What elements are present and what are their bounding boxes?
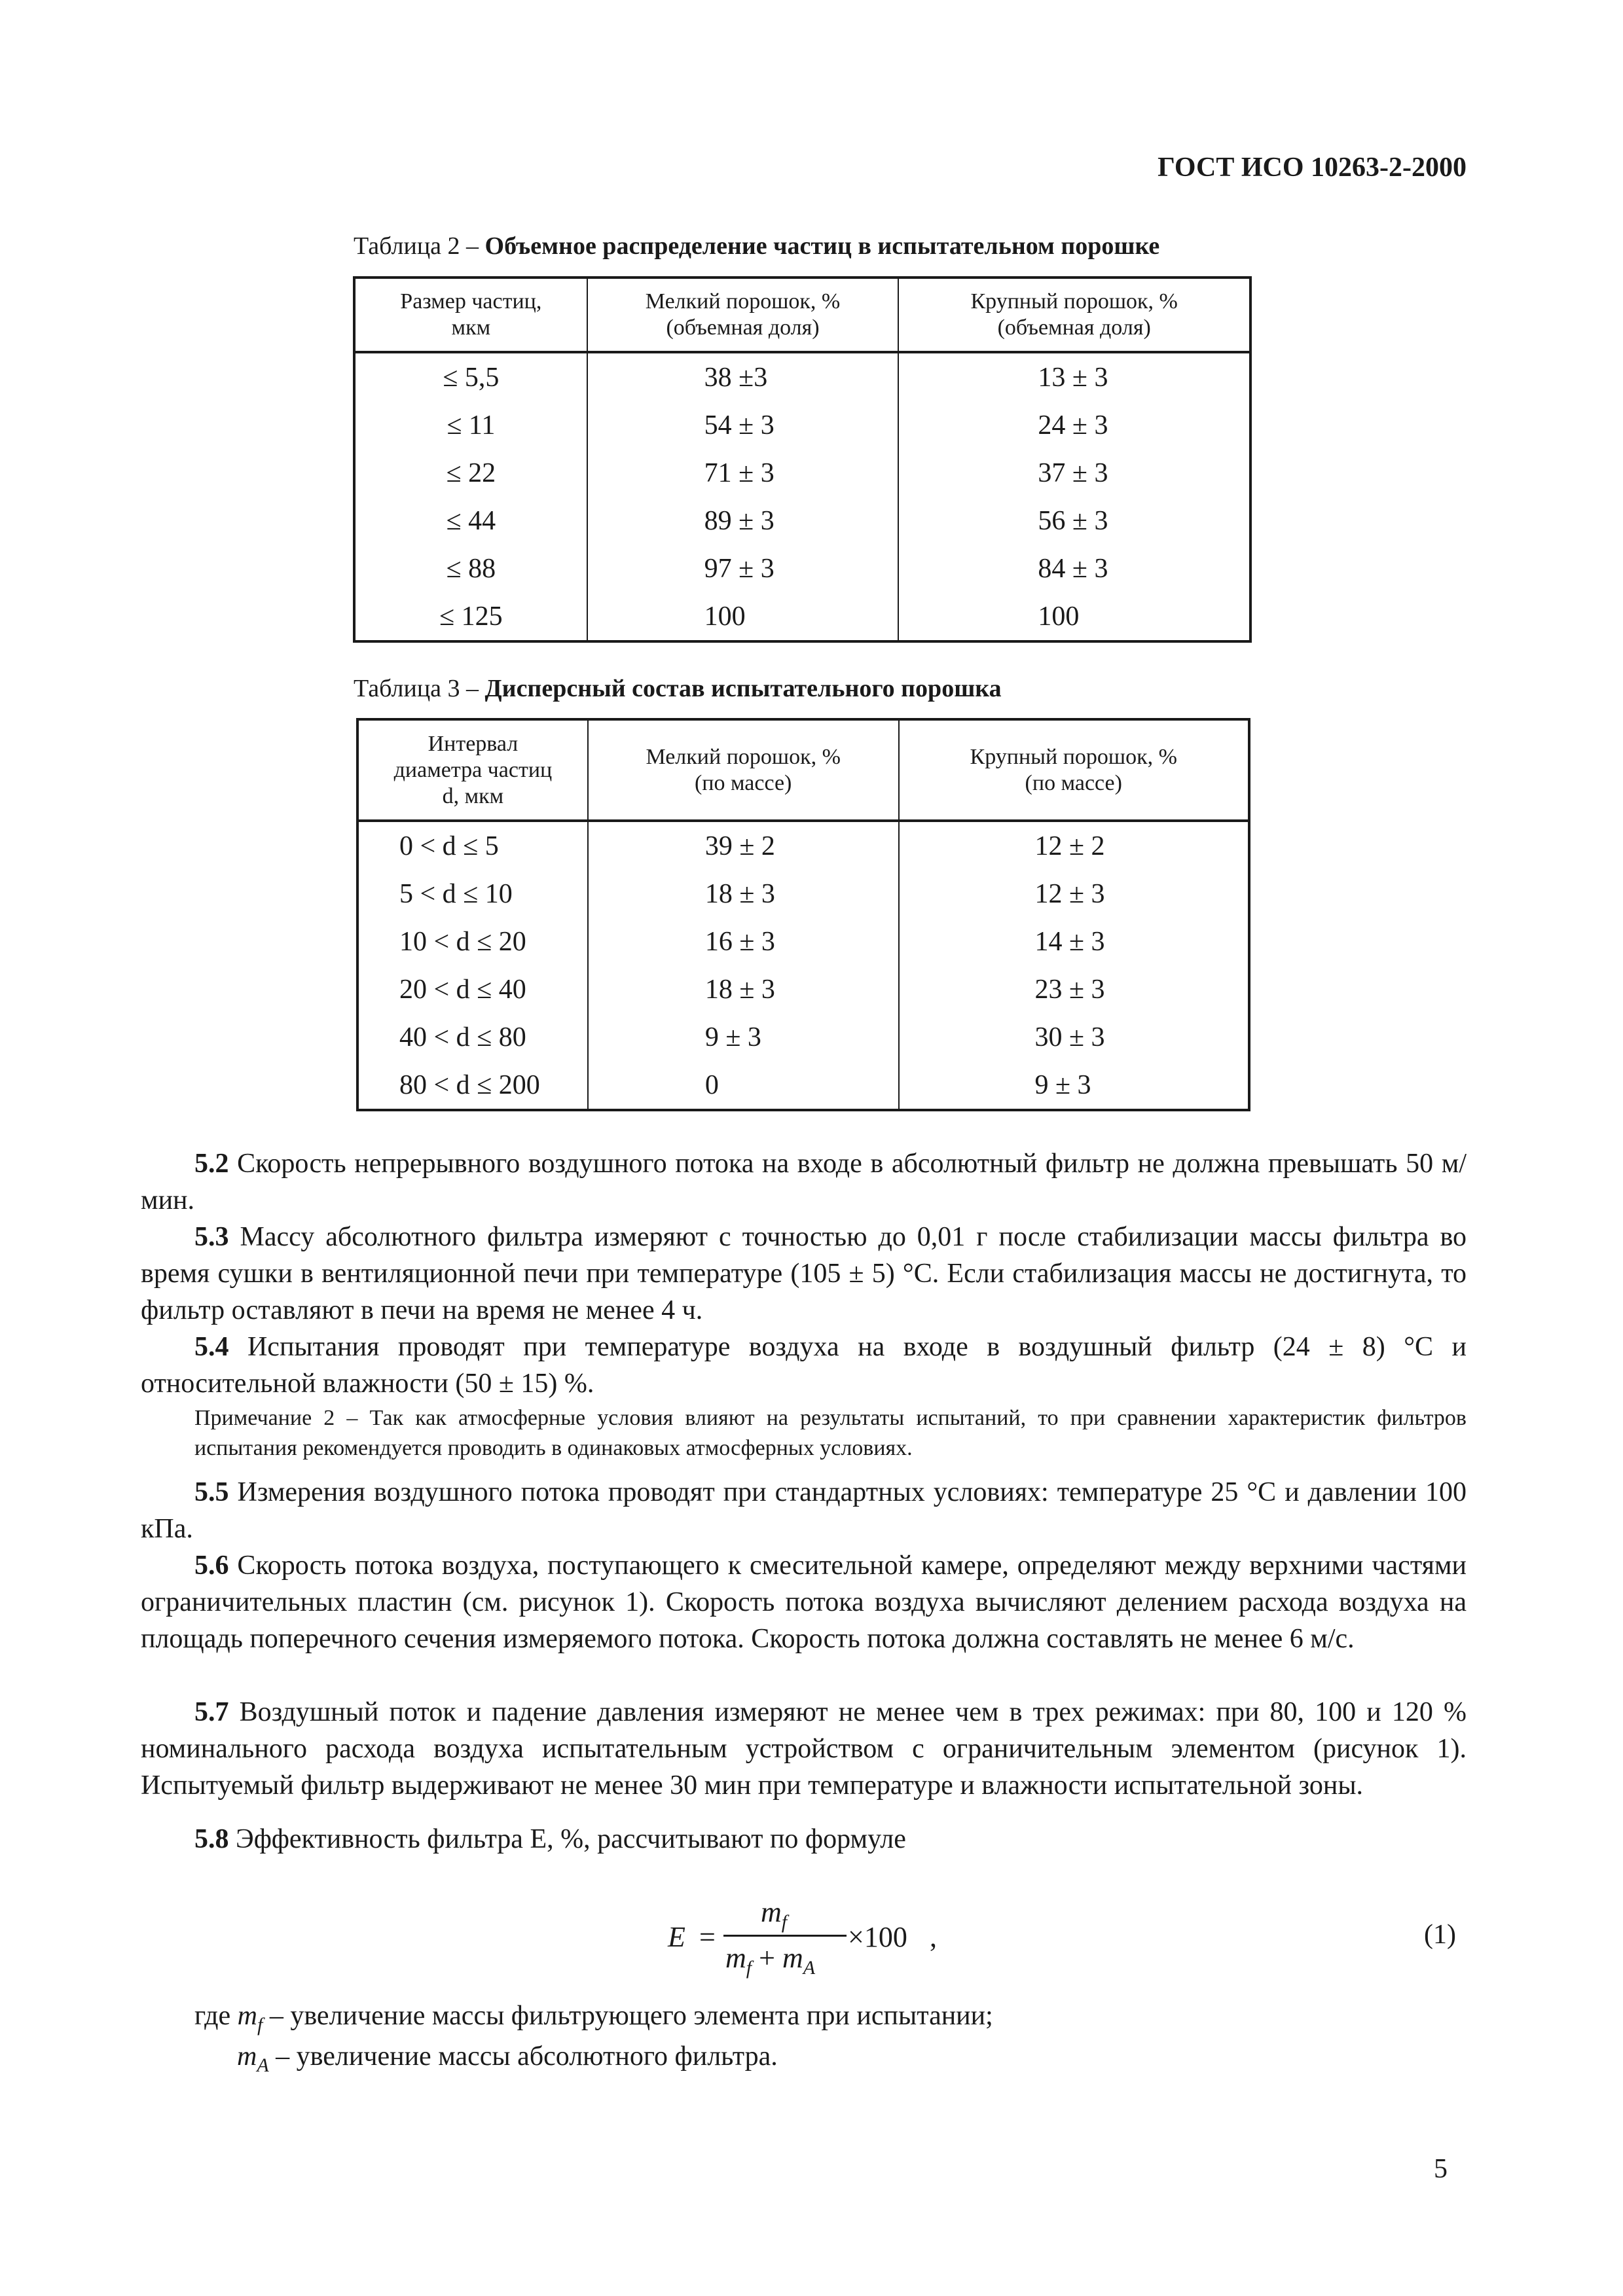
cell: ≤ 22: [354, 449, 587, 497]
clause-text: Скорость потока воздуха, поступающего к смесительной камере, определяют между верхними частями ограничительных пластин (см. рисунок 1). Скорость потока воздуха вычисляют делением расхода воздуха на площадь поперечного сечения измеряемого потока. Скорость потока должна составлять не менее 6 м/с.: [141, 1551, 1467, 1654]
paragraph-5-5: [141, 1474, 1467, 1547]
cell: 10 < d ≤ 20: [357, 918, 588, 965]
cell: 13 ± 3: [898, 352, 1250, 401]
variable: m: [725, 1942, 746, 1974]
cell: 18 ± 3: [588, 870, 899, 918]
table-row: [354, 401, 1250, 449]
paragraph-5-6: [141, 1547, 1467, 1657]
cell: 9 ± 3: [588, 1013, 899, 1061]
cell: 0: [588, 1061, 899, 1110]
table-row: [354, 352, 1250, 401]
paragraph-5-2: [141, 1145, 1467, 1219]
where-text: – увеличение массы фильтрующего элемента при испытании;: [263, 2001, 993, 2031]
cell: ≤ 44: [354, 497, 587, 545]
cell: 0 < d ≤ 5: [357, 821, 588, 870]
table-row: [357, 965, 1249, 1013]
where-line-2: [237, 2037, 778, 2085]
table2-header-coarse: [898, 278, 1250, 352]
cell: 89 ± 3: [587, 497, 899, 545]
table2-header-fine: [587, 278, 899, 352]
formula-equals: =: [699, 1921, 716, 1953]
formula-numerator: [761, 1895, 787, 1933]
variable: m: [761, 1896, 782, 1928]
clause-number: 5.3: [194, 1222, 229, 1252]
header-line: мкм: [451, 315, 491, 340]
table3-caption-prefix: Таблица 3 –: [354, 675, 485, 702]
cell: 84 ± 3: [898, 545, 1250, 592]
variable: m: [237, 2041, 257, 2072]
fraction-bar: [723, 1935, 847, 1937]
cell: 100: [898, 592, 1250, 641]
clause-number: 5.7: [194, 1697, 229, 1727]
variable: m: [782, 1942, 803, 1974]
cell: 18 ± 3: [588, 965, 899, 1013]
plus-sign: +: [759, 1942, 775, 1974]
where-text: – увеличение массы абсолютного фильтра.: [268, 2041, 778, 2072]
paragraph-5-4: [141, 1329, 1467, 1402]
cell: 56 ± 3: [898, 497, 1250, 545]
header-line: Размер частиц,: [400, 289, 542, 314]
header-line: (объемная доля): [666, 315, 820, 340]
header-line: Мелкий порошок, %: [645, 289, 841, 314]
cell: 30 ± 3: [899, 1013, 1250, 1061]
table2-header-size: [354, 278, 587, 352]
where-intro: где: [194, 2001, 238, 2031]
cell: ≤ 5,5: [354, 352, 587, 401]
table2-caption: [354, 232, 1159, 260]
cell: 97 ± 3: [587, 545, 899, 592]
variable: m: [237, 2001, 257, 2031]
table-row: [354, 592, 1250, 641]
paragraph-5-3: [141, 1219, 1467, 1329]
header-line: (по массе): [1025, 770, 1122, 795]
subscript: A: [257, 2054, 269, 2076]
formula-times-100: ×100: [848, 1921, 907, 1953]
cell: 39 ± 2: [588, 821, 899, 870]
table-row: [354, 545, 1250, 592]
table-row: [357, 870, 1249, 918]
cell: 14 ± 3: [899, 918, 1250, 965]
clause-text: Измерения воздушного потока проводят при стандартных условиях: температуре 25 °С и давлении 100 кПа.: [141, 1477, 1467, 1544]
clause-number: 5.4: [194, 1332, 229, 1362]
cell: ≤ 88: [354, 545, 587, 592]
paragraph-5-7: [141, 1694, 1467, 1804]
clause-text: Эффективность фильтра E, %, рассчитывают по формуле: [228, 1824, 906, 1854]
clause-number: 5.6: [194, 1551, 229, 1581]
clause-text: Воздушный поток и падение давления измеряют не менее чем в трех режимах: при 80, 100 и 120 % номинального расхода воздуха испытательным устройством с ограничительным элементом (рисунок 1). Испытуемый фильтр выдерживают не менее 30 мин при температуре и влажности испытательной зоны.: [141, 1697, 1467, 1801]
subscript: A: [803, 1957, 816, 1979]
cell: 20 < d ≤ 40: [357, 965, 588, 1013]
clause-number: 5.5: [194, 1477, 229, 1507]
header-line: d, мкм: [442, 783, 504, 808]
paragraph-5-8: [141, 1821, 1467, 1857]
table-row: [357, 918, 1249, 965]
table3: [356, 718, 1250, 1111]
cell: 71 ± 3: [587, 449, 899, 497]
note-2: Примечание 2 – Так как атмосферные условия влияют на результаты испытаний, то при сравнении характеристик фильтров испытания рекомендуется проводить в одинаковых атмосферных условиях.: [194, 1406, 1467, 1460]
header-line: диаметра частиц: [393, 757, 553, 782]
table-row: [357, 1061, 1249, 1110]
header-line: Мелкий порошок, %: [646, 744, 841, 769]
subscript: f: [781, 1911, 788, 1933]
table2-header-row: [354, 278, 1250, 352]
table-row: [354, 497, 1250, 545]
cell: 9 ± 3: [899, 1061, 1250, 1110]
subscript: f: [257, 2014, 263, 2036]
table3-header-interval: [357, 719, 588, 821]
subscript: f: [746, 1957, 752, 1979]
clause-text: Испытания проводят при температуре воздуха на входе в воздушный фильтр (24 ± 8) °С и относительной влажности (50 ± 15) %.: [141, 1332, 1467, 1399]
page-number: 5: [1434, 2154, 1448, 2184]
table2: [353, 276, 1252, 643]
cell: 12 ± 3: [899, 870, 1250, 918]
clause-number: 5.2: [194, 1149, 229, 1179]
cell: ≤ 11: [354, 401, 587, 449]
header-line: Крупный порошок, %: [970, 744, 1177, 769]
cell: 12 ± 2: [899, 821, 1250, 870]
header-line: Крупный порошок, %: [970, 289, 1178, 314]
header-line: (объемная доля): [997, 315, 1151, 340]
cell: 5 < d ≤ 10: [357, 870, 588, 918]
cell: 40 < d ≤ 80: [357, 1013, 588, 1061]
table2-caption-title: Объемное распределение частиц в испытательном порошке: [484, 232, 1160, 260]
formula-comma: ,: [930, 1921, 937, 1953]
table-row: [357, 1013, 1249, 1061]
cell: 80 < d ≤ 200: [357, 1061, 588, 1110]
cell: 24 ± 3: [898, 401, 1250, 449]
header-line: (по массе): [694, 770, 792, 795]
table-row: [357, 821, 1249, 870]
cell: ≤ 125: [354, 592, 587, 641]
cell: 37 ± 3: [898, 449, 1250, 497]
table2-caption-prefix: Таблица 2 –: [354, 232, 485, 260]
formula-lhs: E: [668, 1921, 685, 1953]
document-code: ГОСТ ИСО 10263-2-2000: [1158, 152, 1467, 183]
cell: 38 ±3: [587, 352, 899, 401]
formula-denominator: [725, 1941, 815, 1979]
table3-caption: [354, 674, 1002, 703]
formula-1: [661, 1895, 949, 1979]
header-line: Интервал: [428, 731, 519, 756]
table3-header-fine: [588, 719, 899, 821]
equation-number: (1): [1424, 1920, 1456, 1950]
table3-header-coarse: [899, 719, 1250, 821]
table3-caption-title: Дисперсный состав испытательного порошка: [484, 675, 1002, 702]
cell: 16 ± 3: [588, 918, 899, 965]
table-row: [354, 449, 1250, 497]
cell: 100: [587, 592, 899, 641]
clause-text: Скорость непрерывного воздушного потока на входе в абсолютный фильтр не должна превышать 50 м/мин.: [141, 1149, 1467, 1215]
table3-header-row: [357, 719, 1249, 821]
cell: 23 ± 3: [899, 965, 1250, 1013]
clause-text: Массу абсолютного фильтра измеряют с точностью до 0,01 г после стабилизации массы фильтра во время сушки в вентиляционной печи при температуре (105 ± 5) °С. Если стабилизация массы не достигнута, то фильтр оставляют в печи на время не менее 4 ч.: [141, 1222, 1467, 1325]
cell: 54 ± 3: [587, 401, 899, 449]
clause-number: 5.8: [194, 1824, 229, 1854]
